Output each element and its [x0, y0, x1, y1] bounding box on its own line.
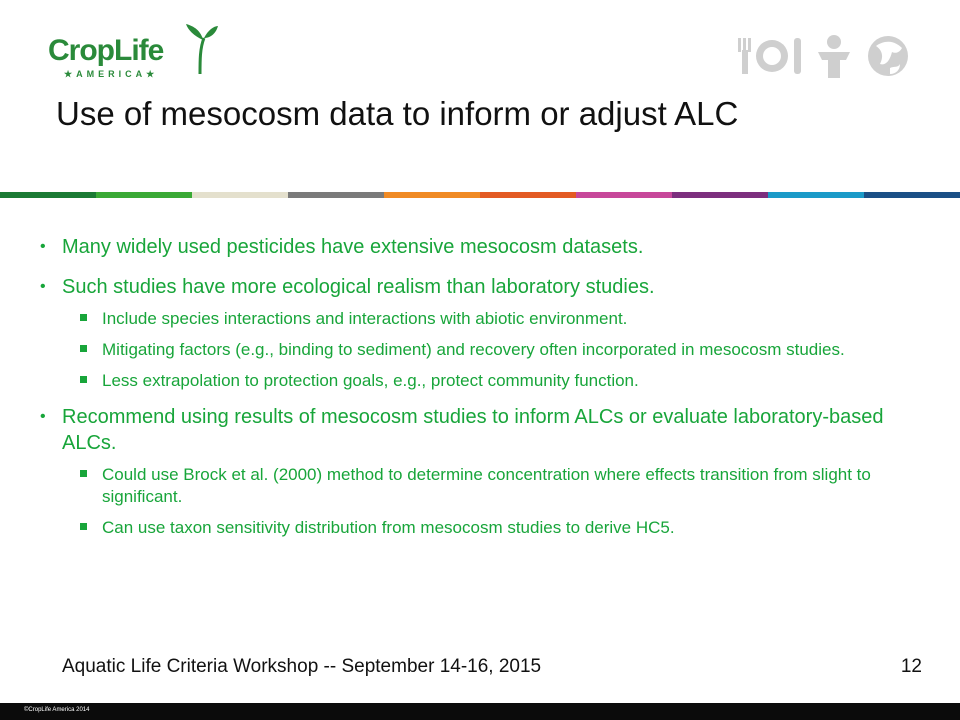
page-number: 12 — [900, 656, 922, 677]
square-bullet-icon — [80, 345, 87, 352]
slide-title: Use of mesocosm data to inform or adjust ALC — [56, 95, 739, 132]
bullet-item — [40, 234, 940, 260]
bullet-dot: • — [40, 278, 46, 295]
bullet-dot: • — [40, 408, 46, 425]
color-stripe-segment — [192, 192, 288, 198]
color-stripe-segment — [480, 192, 576, 198]
logo-subtitle: ★AMERICA★ — [64, 69, 159, 79]
sub-bullet-text: Mitigating factors (e.g., binding to sediment) and recovery often incorporated in mesocosm studies. — [102, 340, 845, 359]
sub-bullet-item — [40, 308, 940, 330]
footer-workshop-text: Aquatic Life Criteria Workshop -- September 14-16, 2015 — [62, 656, 542, 677]
sub-bullet-item — [40, 339, 940, 361]
color-stripe-bar — [0, 192, 960, 198]
color-stripe-segment — [672, 192, 768, 198]
bullet-dot: • — [40, 238, 46, 255]
color-stripe-segment — [864, 192, 960, 198]
sub-bullet-item — [40, 464, 940, 508]
sub-bullet-text: Include species interactions and interactions with abiotic environment. — [102, 309, 628, 328]
sub-bullet-list — [40, 308, 940, 392]
color-stripe-segment — [768, 192, 864, 198]
sub-bullet-item — [40, 517, 940, 539]
square-bullet-icon — [80, 470, 87, 477]
sub-bullet-text: Can use taxon sensitivity distribution from mesocosm studies to derive HC5. — [102, 518, 675, 537]
bullet-text: Such studies have more ecological realism than laboratory studies. — [62, 276, 655, 298]
bullet-text: Recommend using results of mesocosm studies to inform ALCs or evaluate laboratory-based ALCs. — [62, 406, 884, 454]
logo-wordmark: CropLife — [48, 34, 164, 67]
bullet-item — [40, 274, 940, 300]
color-stripe-segment — [576, 192, 672, 198]
square-bullet-icon — [80, 523, 87, 530]
globe-icon — [868, 36, 908, 76]
sub-bullet-list — [40, 464, 940, 539]
bottom-bar — [0, 703, 960, 720]
color-stripe-segment — [384, 192, 480, 198]
square-bullet-icon — [80, 314, 87, 321]
sprout-icon — [184, 24, 218, 76]
copyright-text: ©CropLife America 2014 — [24, 707, 90, 713]
sub-bullet-item — [40, 370, 940, 392]
slide-body — [40, 234, 940, 551]
bullet-item — [40, 404, 940, 456]
top-icons-group — [734, 30, 914, 82]
color-stripe-segment — [0, 192, 96, 198]
croplife-logo — [44, 24, 224, 80]
color-stripe-segment — [288, 192, 384, 198]
sub-bullet-text: Less extrapolation to protection goals, e.g., protect community function. — [102, 371, 639, 390]
sub-bullet-text: Could use Brock et al. (2000) method to determine concentration where effects transition from slight to significant. — [102, 465, 871, 506]
bullet-text: Many widely used pesticides have extensive mesocosm datasets. — [62, 236, 644, 258]
person-icon — [818, 35, 850, 78]
square-bullet-icon — [80, 376, 87, 383]
color-stripe-segment — [96, 192, 192, 198]
utensils-plate-icon — [738, 38, 801, 74]
